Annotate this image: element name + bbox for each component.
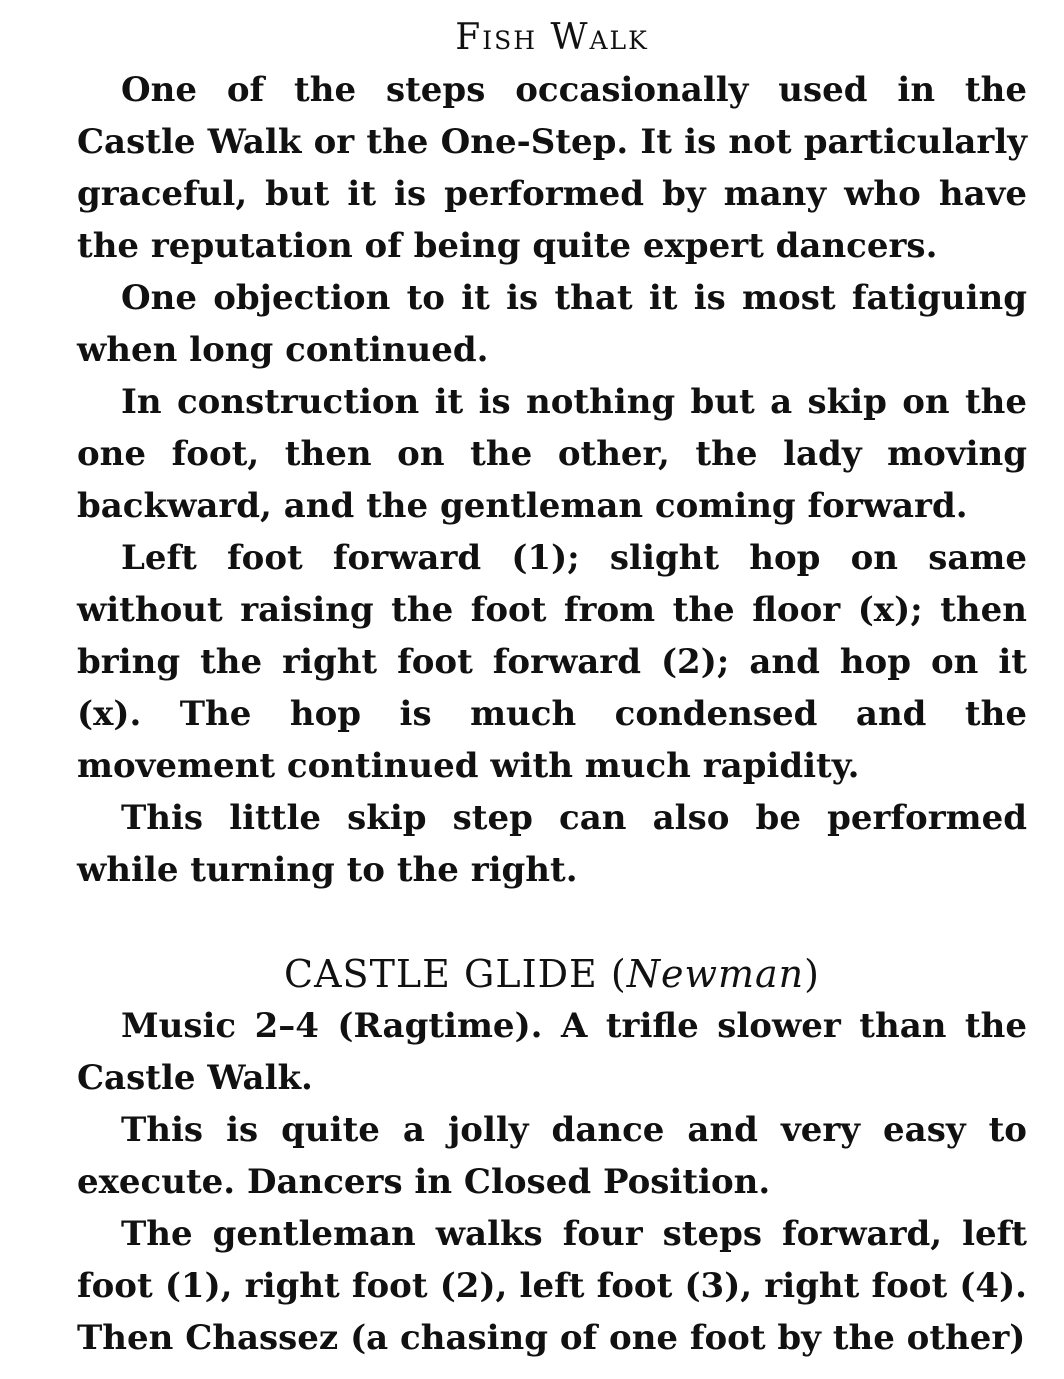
fish-walk-paragraph-3: In construction it is nothing but a skip on the one foot, then on the other, the lady moving backward, and the gentleman coming forward.: [77, 382, 1027, 526]
fish-walk-paragraph-1: One of the steps occasionally used in the Castle Walk or the One-Step. It is not particularly graceful, but it is performed by many who have the reputation of being quite expert dancers.: [77, 70, 1027, 266]
castle-glide-paragraph-2: This is quite a jolly dance and very easy to execute. Dancers in Closed Position.: [77, 1110, 1027, 1202]
fish-walk-heading: Fish Walk: [455, 17, 649, 58]
book-page: [77, 12, 1027, 1364]
fish-walk-paragraph-5: This little skip step can also be performed while turning to the right.: [77, 798, 1027, 890]
castle-glide-heading: CASTLE GLIDE (Newman): [284, 952, 820, 996]
castle-glide-paragraph-3: The gentleman walks four steps forward, left foot (1), right foot (2), left foot (3), right foot (4). Then Chassez (a chasing of one foot by the other): [77, 1214, 1027, 1358]
castle-glide-paragraph-1: Music 2–4 (Ragtime). A trifle slower than the Castle Walk.: [77, 1006, 1027, 1098]
fish-walk-paragraph-4: Left foot forward (1); slight hop on same without raising the foot from the floor (x); then bring the right foot forward (2); and hop on it (x). The hop is much condensed and the movement continued with much rapidity.: [77, 538, 1027, 786]
castle-glide-author: Newman: [626, 952, 805, 996]
fish-walk-paragraph-2: One objection to it is that it is most fatiguing when long continued.: [77, 278, 1027, 370]
castle-glide-title: CASTLE GLIDE: [284, 952, 598, 996]
